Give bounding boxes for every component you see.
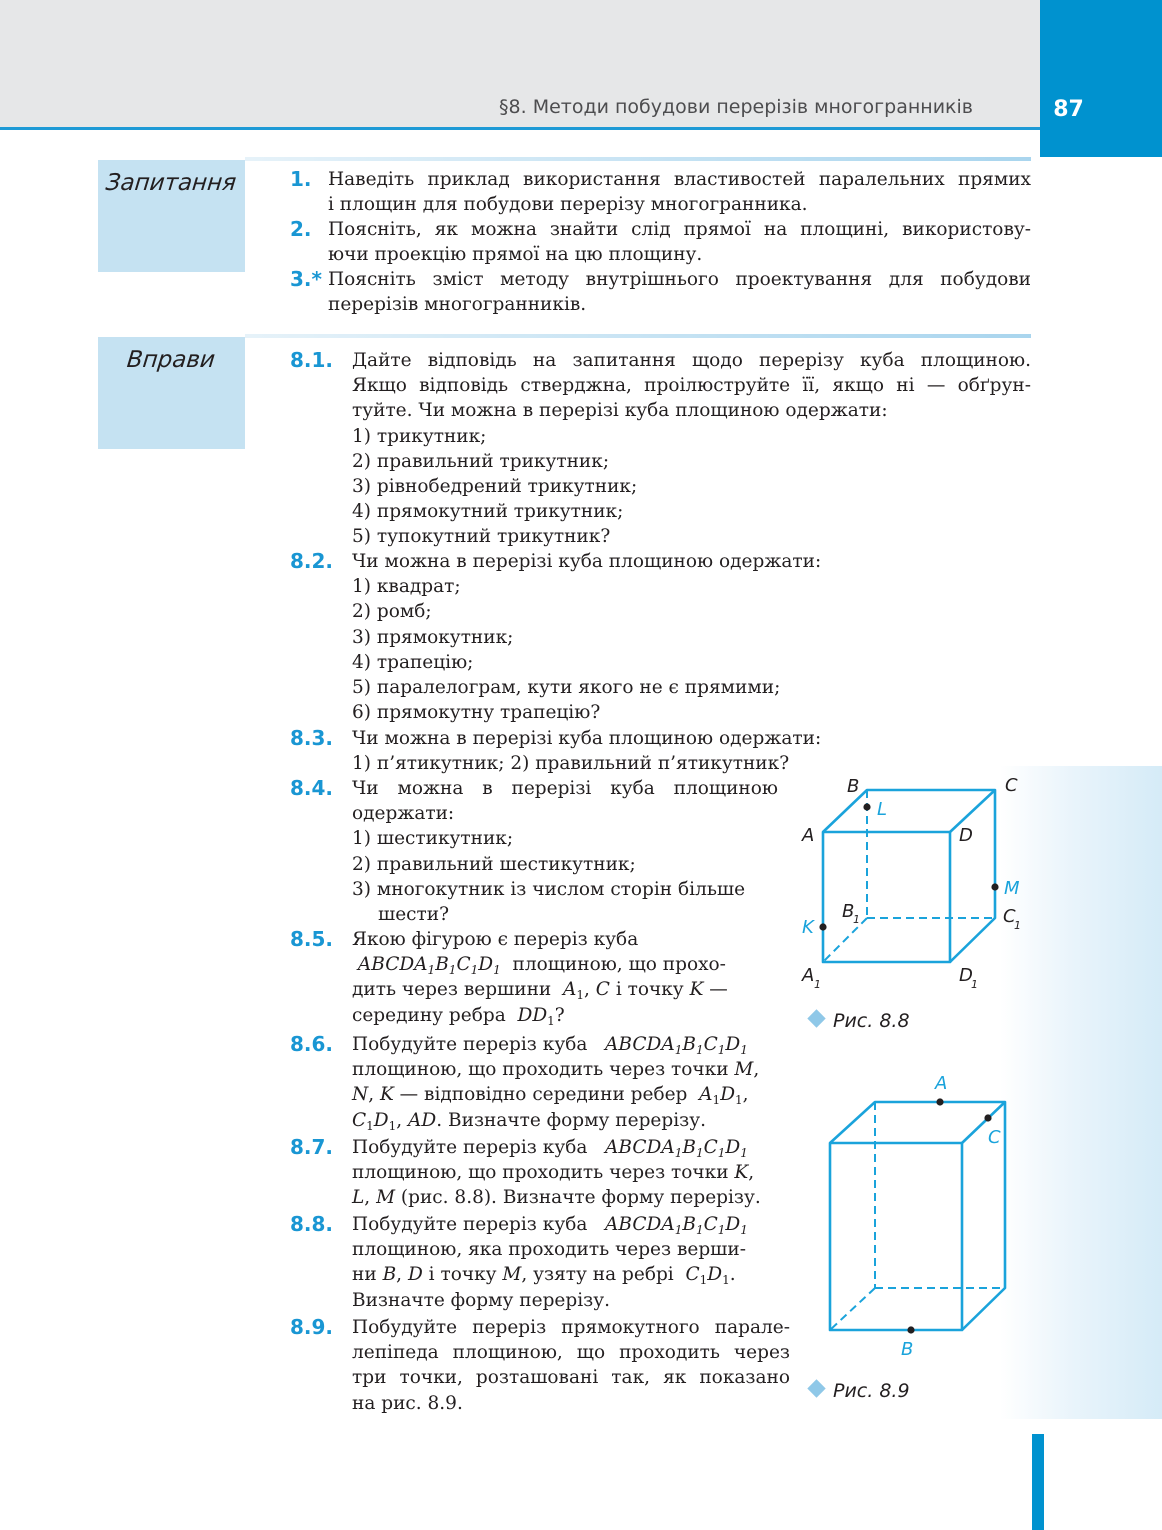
text-line: 1) п’ятикутник; 2) правильний п’ятикутник? [352, 753, 790, 775]
exercise-text [352, 726, 1031, 776]
option-item: 3) прямокутник; [352, 626, 514, 648]
text-line: одержати: [352, 803, 455, 825]
text-fragment: Побудуйте переріз куба [352, 1034, 588, 1055]
point-a [936, 1098, 943, 1105]
text-line: Поясніть зміст методу внутрішнього проектування для побудови [328, 269, 1031, 290]
subscript-label: 1 [971, 978, 978, 991]
vertex-label-c: C [1005, 775, 1018, 796]
option-item: 5) паралелограм, кути якого не є прямими; [352, 676, 781, 698]
option-item: шести? [378, 903, 449, 925]
question-text [328, 217, 1031, 267]
text-fragment: і точку [615, 979, 684, 1001]
exercise-number: 8.9. [290, 1315, 334, 1339]
figure-8-9-caption [810, 1380, 910, 1402]
text-fragment: (рис. 8.8). Визначте форму перерізу. [400, 1187, 761, 1209]
figure-8-9-box [815, 1065, 1030, 1365]
point-label-b: B [901, 1339, 914, 1360]
box-front-face [830, 1143, 962, 1330]
exercise-text [352, 927, 782, 1028]
point-label-a: A [935, 1073, 948, 1094]
text-line: Побудуйте переріз куба $ABCDA_1B_1C_1D_1$ [352, 1034, 748, 1057]
page-tab [1040, 0, 1162, 157]
text-line: перерізів многогранників. [328, 294, 587, 316]
text-fragment: — відповідно середини ребер [399, 1084, 688, 1106]
option-item: 1) шестикутник; [352, 828, 514, 850]
cube-front-face [823, 832, 950, 962]
text-line: площиною, що проходить через точки M, [352, 1059, 760, 1081]
option-item: 3) многокутник із числом сторін більше [352, 878, 746, 900]
exercise-text [352, 1135, 790, 1211]
text-line: Чи можна в перерізі куба площиною [352, 778, 778, 799]
text-fragment: дить через вершини [352, 979, 552, 1001]
exercise-number: 8.8. [290, 1212, 334, 1236]
exercises-section-rule [245, 334, 1031, 338]
text-line: площиною, що проходить через точки K, [352, 1162, 755, 1184]
exercise-number: 8.6. [290, 1032, 334, 1056]
text-fragment: Побудуйте переріз куба [352, 1137, 588, 1158]
question-number: 3.* [290, 267, 322, 291]
option-item: 6) прямокутну трапецію? [352, 702, 601, 724]
text-line: ни B, D і точку M, узяту на ребрі $C_1D_1$. [352, 1264, 736, 1288]
bottom-accent-bar [1032, 1434, 1044, 1530]
caption-diamond-icon [807, 1379, 825, 1397]
text-line: площиною, яка проходить через верши- [352, 1239, 746, 1261]
text-line: Якою фігурою є переріз куба [352, 929, 639, 950]
exercise-text [352, 776, 778, 927]
exercise-text [352, 1212, 790, 1313]
exercise-number: 8.1. [290, 348, 334, 372]
option-item: 1) квадрат; [352, 576, 461, 598]
vertex-label-c1: C [1003, 906, 1016, 927]
point-label-l: L [877, 799, 888, 820]
vertex-label-b: B [847, 776, 860, 797]
subscript-label: 1 [1014, 919, 1021, 932]
figure-8-8-cube [795, 770, 1035, 1000]
box-hidden-edge [830, 1288, 875, 1330]
text-line: середину ребра $DD_1$? [352, 1004, 565, 1028]
text-line: Побудуйте переріз прямокутного парале- [352, 1317, 790, 1338]
subscript-label: 1 [814, 978, 821, 991]
text-line: L, M (рис. 8.8). Визначте форму перерізу. [352, 1187, 761, 1209]
text-line: і площин для побудови перерізу многогранника. [328, 194, 808, 216]
text-line: три точки, розташовані так, як показано [352, 1367, 790, 1389]
text-line: $C_1D_1$, AD. Визначте форму перерізу. [352, 1109, 706, 1133]
text-line: Чи можна в перерізі куба площиною одержати: [352, 728, 822, 749]
question-number: 2. [290, 217, 312, 241]
text-line: N, K — відповідно середини ребер $A_1D_1$, [352, 1084, 749, 1108]
caption-diamond-icon [807, 1009, 825, 1027]
text-fragment: площиною, що проходить через точки [352, 1162, 729, 1184]
question-text [328, 267, 1031, 317]
point-b [907, 1326, 914, 1333]
option-item: 4) прямокутний трикутник; [352, 501, 624, 523]
option-item: 1) трикутник; [352, 425, 487, 447]
exercise-text [352, 1315, 790, 1416]
point-label-c: C [988, 1127, 1001, 1148]
exercise-number: 8.3. [290, 726, 334, 750]
vertex-label-d1: D [959, 965, 973, 986]
text-line: Чи можна в перерізі куба площиною одержати: [352, 551, 822, 572]
option-item: 4) трапецію; [352, 651, 474, 673]
text-line: Поясніть, як можна знайти слід прямої на площині, використову- [328, 219, 1031, 240]
text-line: Побудуйте переріз куба $ABCDA_1B_1C_1D_1$ [352, 1137, 748, 1160]
header-rule [0, 127, 1040, 130]
text-line: Наведіть приклад використання властивостей паралельних прямих [328, 169, 1031, 190]
text-fragment: і точку [428, 1264, 497, 1286]
text-line: туйте. Чи можна в перерізі куба площиною одержати: [352, 400, 888, 422]
subscript-label: 1 [853, 913, 860, 926]
question-number: 1. [290, 167, 312, 191]
questions-label-text: Запитання [104, 170, 238, 196]
option-item: 2) ромб; [352, 601, 432, 623]
point-c [984, 1114, 991, 1121]
text-line: Якщо відповідь стверджна, проілюструйте її, якщо ні — обґрун- [352, 375, 1031, 397]
exercise-number: 8.2. [290, 549, 334, 573]
exercise-text [352, 1032, 790, 1133]
point-l [863, 803, 870, 810]
point-label-k: K [802, 917, 814, 938]
text-line: $ABCDA_1B_1C_1D_1$ площиною, що прохо- [357, 954, 726, 978]
exercise-number: 8.4. [290, 776, 334, 800]
questions-section-rule [245, 157, 1031, 161]
text-line: Побудуйте переріз куба $ABCDA_1B_1C_1D_1$ [352, 1214, 748, 1237]
exercise-text [352, 549, 1031, 725]
exercises-label-text: Вправи [125, 347, 217, 373]
vertex-label-a: A [802, 825, 815, 846]
text-line: Визначте форму перерізу. [352, 1289, 610, 1311]
box-back-edges [830, 1102, 1005, 1330]
exercise-number: 8.5. [290, 927, 334, 951]
text-fragment: середину ребра [352, 1004, 506, 1026]
text-line: Дайте відповідь на запитання щодо перерізу куба площиною. [352, 350, 1031, 371]
caption-text: Рис. 8.8 [833, 1010, 910, 1032]
text-fragment: площиною, що проходить через точки [352, 1059, 729, 1081]
text-line: дить через вершини $A_1$, C і точку K — [352, 979, 728, 1003]
running-head: §8. Методи побудови перерізів многогранників [499, 96, 973, 118]
exercise-number: 8.7. [290, 1135, 334, 1159]
text-fragment: Визначте форму перерізу. [448, 1109, 706, 1131]
question-text [328, 167, 1031, 217]
point-k [819, 923, 826, 930]
option-item: 2) правильний трикутник; [352, 450, 610, 472]
text-fragment: площиною, що прохо- [512, 954, 726, 976]
figure-8-8-caption [810, 1010, 910, 1032]
option-item: 3) рівнобедрений трикутник; [352, 475, 638, 497]
page-number: 87 [1053, 97, 1084, 122]
caption-text: Рис. 8.9 [833, 1380, 910, 1402]
option-item: 5) тупокутний трикутник? [352, 526, 611, 548]
vertex-label-b1: B [842, 901, 855, 922]
point-m [991, 883, 998, 890]
text-fragment: Побудуйте переріз куба [352, 1214, 588, 1235]
text-line: на рис. 8.9. [352, 1392, 463, 1414]
text-fragment: узяту на ребрі [533, 1264, 674, 1286]
text-line: лепіпеда площиною, що проходить через [352, 1342, 790, 1364]
cube-hidden-edge [823, 918, 867, 962]
text-line: ючи проекцію прямої на цю площину. [328, 244, 703, 266]
questions-section-label [98, 160, 245, 272]
exercise-text [352, 348, 1031, 550]
vertex-label-d: D [959, 825, 973, 846]
option-item: 2) правильний шестикутник; [352, 853, 636, 875]
text-fragment: ни [352, 1264, 377, 1286]
exercises-section-label [98, 337, 245, 449]
point-label-m: M [1004, 878, 1020, 899]
vertex-label-a1: A [802, 965, 815, 986]
